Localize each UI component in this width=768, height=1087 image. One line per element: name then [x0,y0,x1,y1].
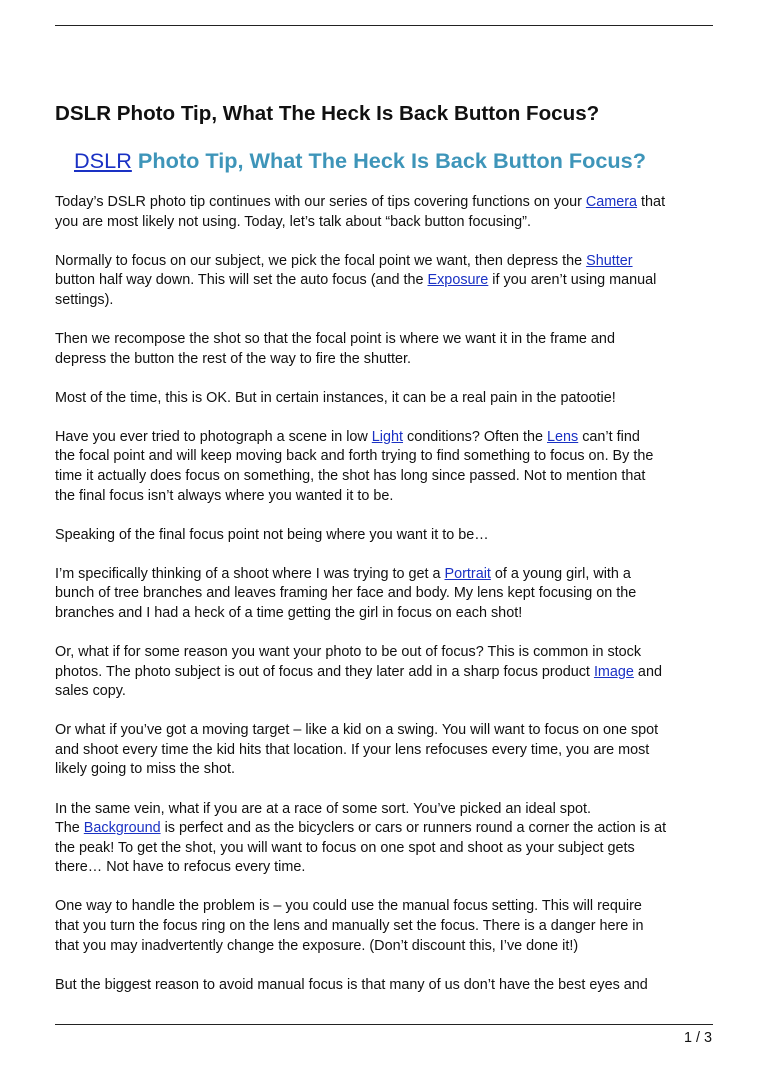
text-line: the peak! To get the shot, you will want to focus on one spot and shoot as your subject gets [55,839,635,856]
paragraph-2 [55,252,720,311]
text-line: the final focus isn’t always where you wanted it to be. [55,487,394,504]
paragraph-7 [55,565,720,624]
text-line: branches and I had a heck of a time getting the girl in focus on each shot! [55,604,523,621]
text-run: Normally to focus on our subject, we pick the focal point we want, then depress the [55,252,587,269]
paragraph-8 [55,643,720,702]
text-run: I’m specifically thinking of a shoot where I was trying to get a [55,565,445,582]
paragraph-1 [55,193,720,232]
paragraph-9 [55,721,720,780]
text-line: you are most likely not using. Today, let’s talk about “back button focusing”. [55,213,531,230]
text-run: Today’s DSLR photo tip continues with our series of tips covering functions on your [55,194,586,210]
link-background[interactable]: Background [83,820,161,837]
text-line: and shoot every time the kid hits that location. If your lens refocuses every time, you are most [55,741,650,758]
text-line: that you may inadvertently change the exposure. (Don’t discount this, I’ve done it!) [55,937,579,954]
text-run: of a young girl, with a [490,565,631,582]
text-run: The [55,820,84,837]
text-line [55,252,720,272]
paragraph-10 [55,800,720,878]
text-line [55,271,720,291]
text-line: Or, what if for some reason you want your photo to be out of focus? This is common in stock [55,644,642,660]
text-run: button half way down. This will set the auto focus (and the [55,272,428,289]
text-run: is perfect and as the bicyclers or cars or runners round a corner the action is at [160,820,667,837]
paragraph-4 [55,389,720,409]
link-shutter[interactable]: Shutter [586,252,633,269]
text-line: time it actually does focus on something, the shot has long since passed. Not to mention that [55,467,646,484]
paragraph-6 [55,526,720,546]
heading-link-dslr[interactable]: DSLR [74,148,132,173]
text-line: bunch of tree branches and leaves framing her face and body. My lens kept focusing on the [55,585,637,602]
text-line: One way to handle the problem is – you could use the manual focus setting. This will require [55,898,642,915]
document-title: DSLR Photo Tip, What The Heck Is Back Button Focus? [55,102,600,125]
text-line: there… Not have to refocus every time. [55,859,306,876]
paragraph-11 [55,897,720,956]
article-heading [74,147,646,175]
link-light[interactable]: Light [371,428,404,445]
text-line [55,428,720,448]
footer-rule [55,1024,713,1025]
text-line [55,663,720,683]
paragraph-12 [55,976,720,996]
link-lens[interactable]: Lens [547,428,579,445]
article-body [55,193,720,1015]
text-run: and [633,663,662,680]
text-line: Then we recompose the shot so that the focal point is where we want it in the frame and [55,330,615,347]
text-run: conditions? Often the [403,428,548,445]
header-rule [55,25,713,26]
text-line: depress the button the rest of the way to fire the shutter. [55,350,411,367]
text-line: Most of the time, this is OK. But in certain instances, it can be a real pain in the patootie! [55,389,616,406]
text-run: can’t find [578,428,640,445]
paragraph-3 [55,330,720,369]
text-run: that [637,194,666,210]
page-number: 1 / 3 [683,1030,712,1046]
text-line: But the biggest reason to avoid manual focus is that many of us don’t have the best eyes and [55,976,648,993]
link-camera[interactable]: Camera [585,194,638,210]
text-line: settings). [55,291,114,308]
link-image[interactable]: Image [593,663,634,680]
text-line: Or what if you’ve got a moving target – like a kid on a swing. You will want to focus on one spot [55,722,659,739]
link-portrait[interactable]: Portrait [444,565,491,582]
heading-text: Photo Tip, What The Heck Is Back Button Focus? [131,148,646,173]
text-line: the focal point and will keep moving back and forth trying to find something to focus on. By the [55,448,654,465]
text-run: Have you ever tried to photograph a scene in low [55,428,372,445]
link-exposure[interactable]: Exposure [427,272,489,289]
text-line [55,193,720,213]
text-run: photos. The photo subject is out of focus and they later add in a sharp focus product [55,663,594,680]
text-line: that you turn the focus ring on the lens and manually set the focus. There is a danger here in [55,918,644,935]
paragraph-5 [55,428,720,506]
text-line [55,565,720,585]
text-run: if you aren’t using manual [488,272,657,289]
text-line [55,819,720,839]
text-line: In the same vein, what if you are at a race of some sort. You’ve picked an ideal spot. [55,800,591,817]
text-line: likely going to miss the shot. [55,761,235,778]
text-line: sales copy. [55,683,126,700]
text-line: Speaking of the final focus point not being where you want it to be… [55,526,489,543]
